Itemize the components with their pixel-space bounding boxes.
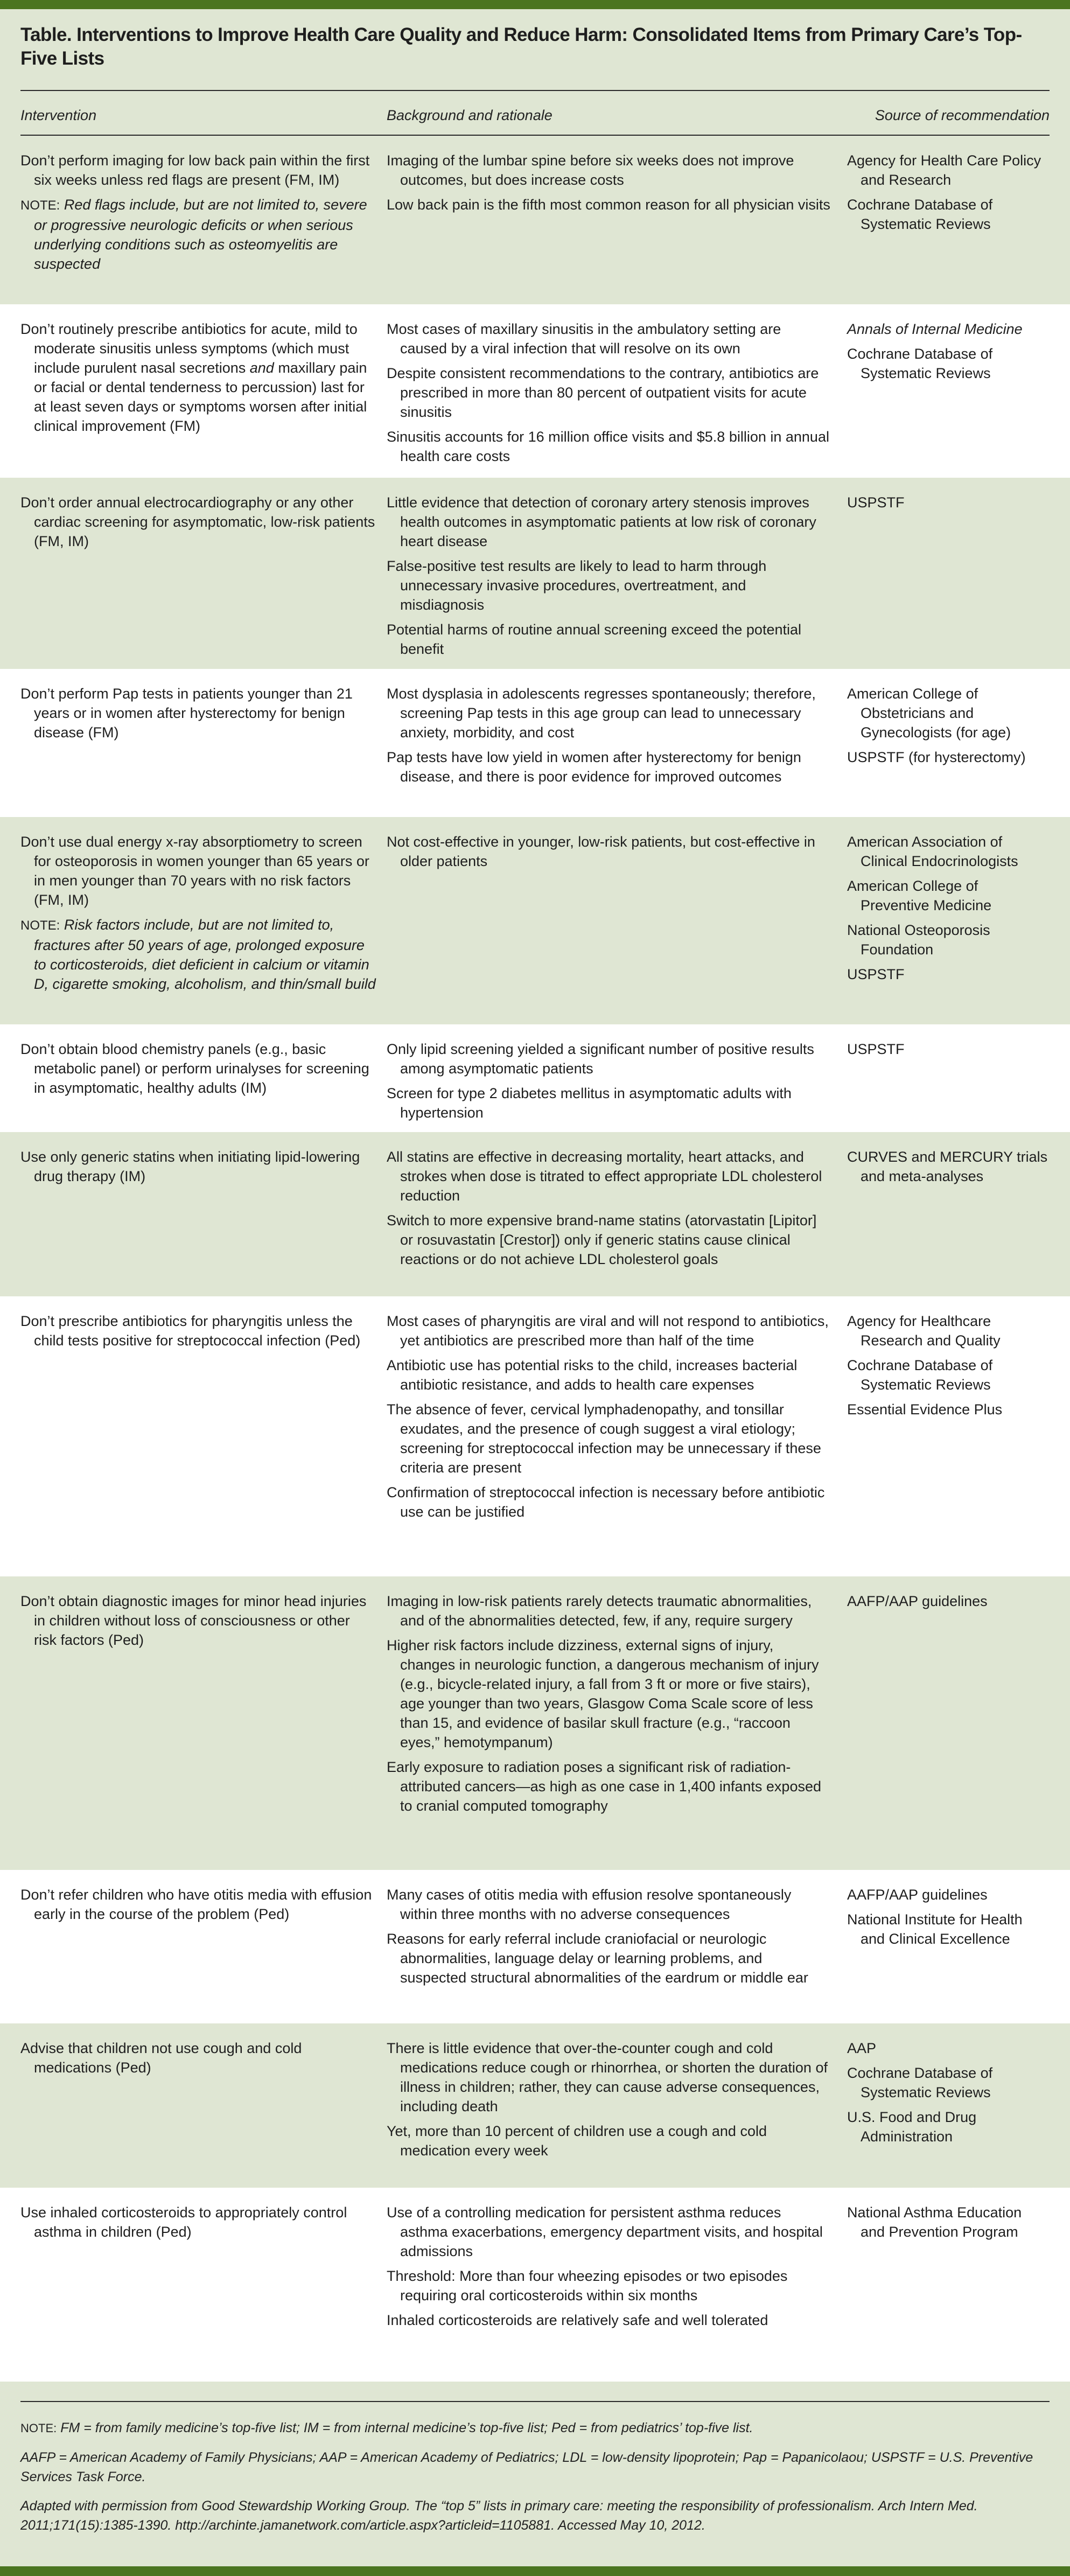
background-cell (387, 151, 847, 289)
background-cell (387, 2039, 847, 2173)
background-item: Threshold: More than four wheezing episodes or two episodes requiring oral corticosteroids within six months (387, 2268, 788, 2303)
intervention-text: Advise that children not use cough and cold medications (Ped) (20, 2040, 302, 2076)
background-cell (387, 684, 847, 802)
column-header-intervention: Intervention (20, 107, 97, 123)
source-item: Agency for Healthcare Research and Quality (847, 1313, 1001, 1349)
table-row (0, 1132, 1070, 1296)
background-cell (387, 1591, 847, 1855)
background-item: All statins are effective in decreasing mortality, heart attacks, and strokes when dose is titrated to effect appropriate LDL cholesterol reduction (387, 1149, 822, 1204)
intervention-note (20, 195, 376, 274)
source-cell (847, 1311, 1050, 1561)
intervention-cell (20, 493, 387, 654)
table-row (0, 2023, 1070, 2188)
table-row (0, 304, 1070, 478)
background-item: Low back pain is the fifth most common reason for all physician visits (387, 197, 830, 213)
source-item: U.S. Food and Drug Administration (847, 2109, 977, 2145)
background-item: False-positive test results are likely to lead to harm through unnecessary invasive procedures, overtreatment, and misdiagnosis (387, 558, 767, 613)
table-header (0, 9, 1070, 136)
source-item: Agency for Health Care Policy and Research (847, 152, 1041, 188)
source-item: Cochrane Database of Systematic Reviews (847, 2065, 993, 2100)
note-label: NOTE: (20, 198, 60, 213)
source-cell (847, 1591, 1050, 1855)
column-headers (20, 91, 1050, 136)
source-item: National Institute for Health and Clinical Excellence (847, 1911, 1023, 1947)
source-item: National Osteoporosis Foundation (847, 922, 990, 958)
column-header-background: Background and rationale (387, 107, 553, 123)
intervention-text: Don’t obtain blood chemistry panels (e.g., basic metabolic panel) or perform urinalyses for screening in asymptomatic, healthy adults (IM) (20, 1041, 369, 1096)
table-row (0, 2188, 1070, 2382)
footnote-citation: Adapted with permission from Good Stewardship Working Group. The “top 5” lists in primary care: meeting the responsibility of professionalism. Arch Intern Med. 2011;171(15):1385-1390. http://archinte.jamanetwork.com/article.aspx?articleid=1105881. Accessed May 10, 2012. (20, 2498, 978, 2533)
bottom-accent-bar (0, 2566, 1070, 2576)
intervention-text: Don’t perform imaging for low back pain within the first six weeks unless red flags are present (FM, IM) (20, 152, 370, 188)
intervention-cell (20, 1311, 387, 1561)
table-row (0, 669, 1070, 817)
table-title: Table. Interventions to Improve Health Care Quality and Reduce Harm: Consolidated Items from Primary Care’s Top-Five Lists (20, 23, 1050, 91)
source-item: National Asthma Education and Prevention Program (847, 2204, 1022, 2240)
intervention-text-emphasis: and (249, 360, 274, 376)
table-row (0, 478, 1070, 669)
source-cell (847, 1885, 1050, 2008)
source-cell (847, 832, 1050, 1009)
top-accent-bar (0, 0, 1070, 9)
background-cell (387, 493, 847, 657)
background-item: Yet, more than 10 percent of children use a cough and cold medication every week (387, 2123, 767, 2159)
table-footnotes (0, 2382, 1070, 2566)
source-item: AAP (847, 2040, 877, 2056)
source-cell (847, 2203, 1050, 2366)
intervention-cell (20, 2039, 387, 2173)
footnote-abbreviations: AAFP = American Academy of Family Physicians; AAP = American Academy of Pediatrics; LDL = low-density lipoprotein; Pap = Papanicolaou; USPSTF = U.S. Preventive Services Task Force. (20, 2450, 1033, 2484)
background-item: Early exposure to radiation poses a significant risk of radiation-attributed cancers—as high as one case in 1,400 infants exposed to cranial computed tomography (387, 1759, 821, 1814)
source-item: Cochrane Database of Systematic Reviews (847, 197, 993, 232)
source-item: USPSTF (for hysterectomy) (847, 749, 1026, 765)
intervention-cell (20, 1591, 387, 1855)
intervention-cell (20, 2203, 387, 2366)
background-item: Not cost-effective in younger, low-risk patients, but cost-effective in older patients (387, 834, 815, 869)
background-item: Sinusitis accounts for 16 million office visits and $5.8 billion in annual health care costs (387, 429, 829, 464)
background-cell (387, 319, 847, 463)
background-cell (387, 1311, 847, 1561)
background-cell (387, 1147, 847, 1281)
background-item: Inhaled corticosteroids are relatively safe and well tolerated (387, 2312, 768, 2328)
source-item: AAFP/AAP guidelines (847, 1887, 988, 1903)
table-row (0, 1024, 1070, 1132)
background-item: Antibiotic use has potential risks to the child, increases bacterial antibiotic resistance, and adds to health care expenses (387, 1357, 798, 1393)
intervention-text: Use only generic statins when initiating lipid-lowering drug therapy (IM) (20, 1149, 360, 1184)
footer-divider (20, 2401, 1050, 2402)
background-cell (387, 2203, 847, 2366)
source-item: USPSTF (847, 966, 905, 982)
background-item: Imaging of the lumbar spine before six weeks does not improve outcomes, but does increase costs (387, 152, 794, 188)
intervention-cell (20, 1039, 387, 1117)
background-item: Higher risk factors include dizziness, external signs of injury, changes in neurologic function, a dangerous mechanism of injury (e.g., bicycle-related injury, a fall from 3 ft or more or five stairs), age younger than two years, Glasgow Coma Scale score of less than 15, and evidence of basilar skull fracture (e.g., “raccoon eyes,” hemotympanum) (387, 1637, 819, 1750)
background-item: Most cases of pharyngitis are viral and will not respond to antibiotics, yet antibiotics are prescribed more than half of the time (387, 1313, 829, 1349)
intervention-text: Don’t prescribe antibiotics for pharyngitis unless the child tests positive for streptococcal infection (Ped) (20, 1313, 361, 1349)
background-item: Only lipid screening yielded a significant number of positive results among asymptomatic patients (387, 1041, 814, 1077)
background-item: Despite consistent recommendations to the contrary, antibiotics are prescribed in more than 80 percent of outpatient visits for acute sinusitis (387, 365, 819, 420)
source-item: American Association of Clinical Endocrinologists (847, 834, 1018, 869)
intervention-text: Don’t obtain diagnostic images for minor head injuries in children without loss of consciousness or other risk factors (Ped) (20, 1593, 367, 1648)
source-item: USPSTF (847, 1041, 905, 1057)
intervention-text: Don’t use dual energy x-ray absorptiometry to screen for osteoporosis in women younger than 65 years or in men younger than 70 years with no risk factors (FM, IM) (20, 834, 369, 908)
intervention-cell (20, 151, 387, 289)
source-item: American College of Obstetricians and Gynecologists (for age) (847, 686, 1011, 741)
column-header-source: Source of recommendation (875, 107, 1050, 123)
background-item: Little evidence that detection of coronary artery stenosis improves health outcomes in asymptomatic patients at low risk of coronary heart disease (387, 494, 816, 549)
source-item: Essential Evidence Plus (847, 1401, 1003, 1418)
source-item: Annals of Internal Medicine (847, 321, 1023, 337)
note-text: Risk factors include, but are not limited to, fractures after 50 years of age, prolonged exposure to corticosteroids, diet deficient in calcium or vitamin D, cigarette smoking, alcoholism, and thin/small build (34, 917, 376, 992)
background-item: Most dysplasia in adolescents regresses spontaneously; therefore, screening Pap tests in this age group can lead to unnecessary anxiety, morbidity, and cost (387, 686, 816, 741)
background-item: Confirmation of streptococcal infection is necessary before antibiotic use can be justified (387, 1484, 825, 1520)
background-item: Use of a controlling medication for persistent asthma reduces asthma exacerbations, emergency department visits, and hospital admissions (387, 2204, 823, 2259)
intervention-text-part: maxillary pain or facial or dental tenderness to percussion) last for at least seven days or symptoms worsen after initial clinical improvement (FM) (34, 360, 367, 434)
intervention-cell (20, 1147, 387, 1281)
background-item: Switch to more expensive brand-name statins (atorvastatin [Lipitor] or rosuvastatin [Crestor]) only if generic statins cause clinical reactions or do not achieve LDL cholesterol goals (387, 1212, 817, 1267)
background-item: Pap tests have low yield in women after hysterectomy for benign disease, and there is poor evidence for improved outcomes (387, 749, 801, 785)
source-item: American College of Preventive Medicine (847, 878, 992, 913)
source-cell (847, 684, 1050, 802)
table-row (0, 817, 1070, 1024)
intervention-cell (20, 684, 387, 802)
table-row (0, 1870, 1070, 2023)
source-item: Cochrane Database of Systematic Reviews (847, 1357, 993, 1393)
source-cell (847, 2039, 1050, 2173)
intervention-text: Don’t refer children who have otitis media with effusion early in the course of the problem (Ped) (20, 1887, 372, 1922)
background-item: The absence of fever, cervical lymphadenopathy, and tonsillar exudates, and the presence of cough suggest a viral etiology; screening for streptococcal infection may be unnecessary if these criteria are present (387, 1401, 821, 1476)
source-cell (847, 1147, 1050, 1281)
source-cell (847, 319, 1050, 463)
intervention-text: Use inhaled corticosteroids to appropriately control asthma in children (Ped) (20, 2204, 347, 2240)
background-item: Screen for type 2 diabetes mellitus in asymptomatic adults with hypertension (387, 1085, 792, 1121)
intervention-text-part: Don’t routinely prescribe antibiotics for acute, mild to moderate sinusitis unless symptoms (which must include purulent nasal secretions (20, 321, 358, 376)
note-label: NOTE: (20, 918, 60, 933)
source-item: Cochrane Database of Systematic Reviews (847, 346, 993, 381)
background-item: There is little evidence that over-the-counter cough and cold medications reduce cough or rhinorrhea, or shorten the duration of illness in children; rather, they can cause adverse consequences, including death (387, 2040, 828, 2114)
footnote-note (20, 2418, 1050, 2438)
footnote-note-text: FM = from family medicine’s top-five list; IM = from internal medicine’s top-five list; Ped = from pediatrics’ top-five list. (60, 2420, 753, 2435)
background-item: Many cases of otitis media with effusion resolve spontaneously within three months with no adverse consequences (387, 1887, 792, 1922)
background-cell (387, 1885, 847, 2008)
background-item: Potential harms of routine annual screening exceed the potential benefit (387, 622, 802, 657)
intervention-cell (20, 1885, 387, 2008)
background-item: Most cases of maxillary sinusitis in the ambulatory setting are caused by a viral infection that will resolve on its own (387, 321, 781, 357)
intervention-text (20, 319, 376, 436)
source-item: CURVES and MERCURY trials and meta-analyses (847, 1149, 1048, 1184)
background-item: Imaging in low-risk patients rarely detects traumatic abnormalities, and of the abnormalities detected, few, if any, require surgery (387, 1593, 812, 1629)
intervention-text: Don’t perform Pap tests in patients younger than 21 years or in women after hysterectomy for benign disease (FM) (20, 686, 353, 741)
source-cell (847, 1039, 1050, 1117)
intervention-note (20, 915, 376, 994)
background-cell (387, 1039, 847, 1121)
source-cell (847, 151, 1050, 289)
source-cell (847, 493, 1050, 654)
note-text: Red flags include, but are not limited to, severe or progressive neurologic deficits or when serious underlying conditions such as osteomyelitis are suspected (34, 197, 367, 272)
background-cell (387, 832, 847, 1009)
intervention-cell (20, 832, 387, 1009)
intervention-text: Don’t order annual electrocardiography or any other cardiac screening for asymptomatic, low-risk patients (FM, IM) (20, 494, 375, 549)
source-item: USPSTF (847, 494, 905, 511)
table-row (0, 136, 1070, 304)
table-row (0, 1576, 1070, 1870)
table-row (0, 1296, 1070, 1576)
intervention-cell (20, 319, 387, 463)
note-label: NOTE: (20, 2421, 57, 2435)
source-item: AAFP/AAP guidelines (847, 1593, 988, 1609)
background-item: Reasons for early referral include craniofacial or neurologic abnormalities, language delay or learning problems, and suspected structural abnormalities of the eardrum or middle ear (387, 1931, 808, 1986)
